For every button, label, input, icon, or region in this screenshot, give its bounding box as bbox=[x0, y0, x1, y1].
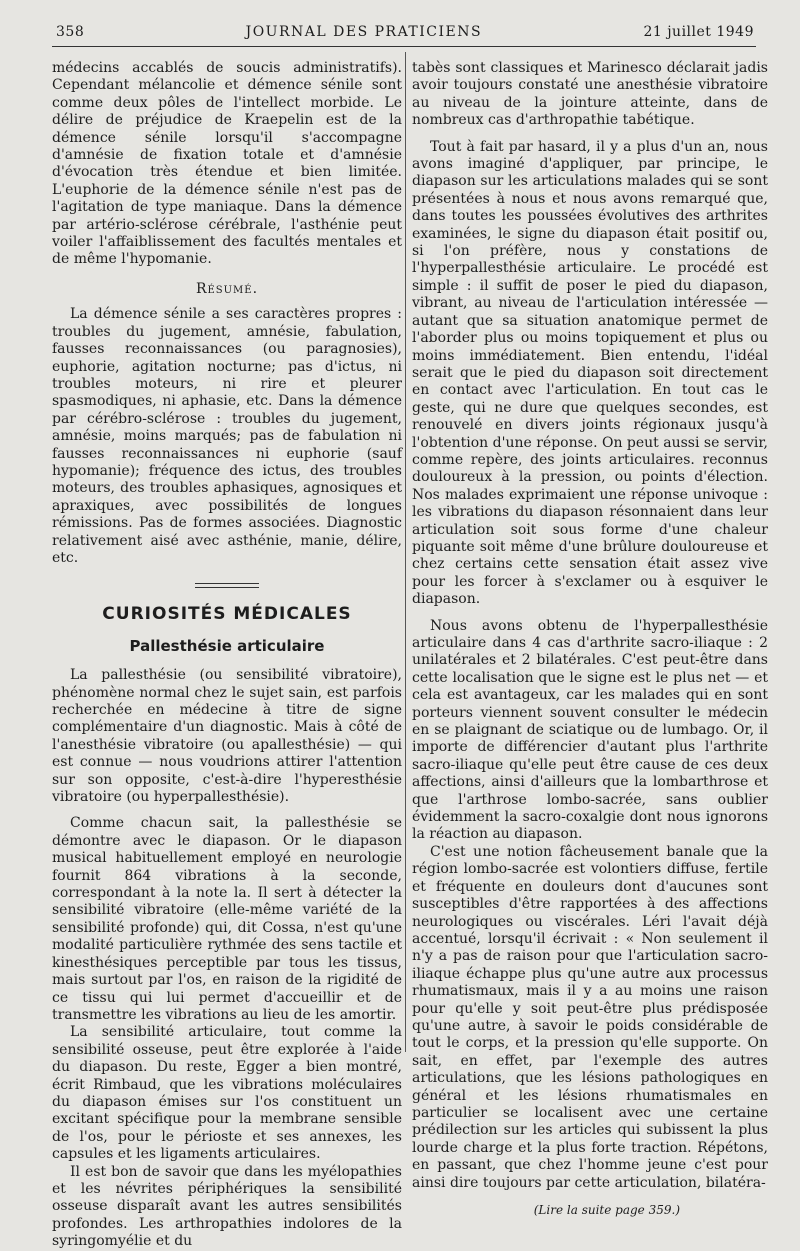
paragraph: Tout à fait par hasard, il y a plus d'un an, nous avons imaginé d'appliquer, par principe, le diapason sur les articulations malades qui se sont présentées à nous et nous avons remarqué que, dans toutes les poussées évolutives des arthrites examinées, le signe du diapason était positif ou, si l'on préfère, nous y constations de l'hyperpallesthésie articulaire. Le procédé est simple : il suffit de poser le pied du diapason, vibrant, au niveau de l'articulation intéressée — autant que sa situation anatomique permet de l'aborder plus ou moins topiquement et plus ou moins immédiatement. Bien entendu, l'idéal serait que le pied du diapason soit directement en contact avec l'articulation. En tout cas le geste, qui ne dure que quelques secondes, est renouvelé en divers joints régionaux jusqu'à l'obtention d'une réponse. On peut aussi se servir, comme repère, des joints articulaires. reconnus douloureux à la pression, ou points d'élection. Nos malades exprimaient une réponse univoque : les vibrations du diapason résonnaient dans leur articulation soit sous forme d'une chaleur piquante soit même d'une brûlure douloureuse et chez certains cette sensation était assez vive pour les forcer à s'exclamer ou à esquiver le diapason. bbox=[412, 138, 768, 608]
page-header bbox=[56, 24, 754, 46]
right-column bbox=[412, 60, 768, 1217]
section-title: CURIOSITÉS MÉDICALES bbox=[102, 604, 352, 625]
paragraph: Il est bon de savoir que dans les myélopathies et les névrites périphériques la sensibilité osseuse disparaît avant les autres sensibilités profondes. Les arthropathies indolores de la syringomyélie et du bbox=[52, 1163, 402, 1250]
section-divider bbox=[195, 583, 259, 588]
journal-title: JOURNAL DES PRATICIENS bbox=[245, 24, 483, 40]
header-rule bbox=[52, 46, 756, 47]
paragraph: Nous avons obtenu de l'hyperpallesthésie articulaire dans 4 cas d'arthrite sacro-iliaque : 2 unilatérales et 2 bilatérales. C'est peut-être dans cette localisation que le signe est le plus net — et cela est avantageux, car les malades qui en sont porteurs viennent souvent consulter le médecin en se plaignant de sciatique ou de lumbago. Or, il importe de différencier d'autant plus l'arthrite sacro-iliaque qu'elle peut être cause de ces deux affections, ainsi d'ailleurs que la lombarthrose et que l'arthrose lombo-sacrée, sans oublier évidemment la sacro-coxalgie dont nous ignorons la réaction au diapason. bbox=[412, 617, 768, 843]
continuation-note: (Lire la suite page 359.) bbox=[533, 1203, 680, 1217]
paragraph: C'est une notion fâcheusement banale que la région lombo-sacrée est volontiers diffuse, fertile et fréquente en douleurs dont d'aucunes sont susceptibles d'être rapportées à des affections neurologiques ou viscérales. Léri l'avait déjà accentué, lorsqu'il écrivait : « Non seulement il n'y a pas de raison pour que l'articulation sacro-iliaque échappe plus qu'une autre aux processus rhumatismaux, mais il y a au moins une raison pour qu'elle y soit peut-être plus prédisposée qu'une autre, à savoir le poids considérable de tout le corps, et la pression qu'elle supporte. On sait, en effet, par l'exemple des autres articulations, que les lésions pathologiques en général et les lésions rhumatismales en particulier se localisent avec une certaine prédilection sur les articles qui subissent la plus lourde charge et la plus forte traction. Répétons, en passant, que chez l'homme jeune c'est pour ainsi dire toujours par cette articulation, bilatéra- bbox=[412, 843, 768, 1191]
paragraph: médecins accablés de soucis administratifs). Cependant mélancolie et démence sénile sont comme deux pôles de l'intellect morbide. Le délire de préjudice de Kraepelin est de la démence sénile lorsqu'il s'accompagne d'amnésie de fixation totale et d'amnésie d'évocation très étendue et bien limitée. L'euphorie de la démence sénile n'est pas de l'agitation de type maniaque. Dans la démence par artério-sclérose cérébrale, l'asthénie peut voiler l'affaiblissement des facultés mentales et de même l'hypomanie. bbox=[52, 60, 402, 268]
paragraph: La pallesthésie (ou sensibilité vibratoire), phénomène normal chez le sujet sain, est parfois recherchée en médecine à titre de signe complémentaire d'un diagnostic. Mais à côté de l'anesthésie vibratoire (ou apallesthésie) — qui est connue — nous voudrions attirer l'attention sur son opposite, c'est-à-dire l'hyperesthésie vibratoire (ou hyperpallesthésie). bbox=[52, 667, 402, 806]
paragraph: tabès sont classiques et Marinesco déclarait jadis avoir toujours constaté une anesthésie vibratoire au niveau de la jointure atteinte, dans de nombreux cas d'arthropathie tabétique. bbox=[412, 60, 768, 129]
page-number: 358 bbox=[56, 24, 85, 40]
left-column bbox=[52, 60, 402, 1250]
resume-paragraph: La démence sénile a ses caractères propres : troubles du jugement, amnésie, fabulation, fausses reconnaissances (ou paragnosies), euphorie, agitation nocturne; pas d'ictus, ni troubles moteurs, ni rire et pleurer spasmodiques, ni aphasie, etc. Dans la démence par cérébro-sclérose : troubles du jugement, amnésie, moins marqués; pas de fabulation ni fausses reconnaissances ni euphorie (sauf hypomanie); fréquence des ictus, des troubles moteurs, des troubles aphasiques, agnosiques et apraxiques, avec possibilités de longues rémissions. Pas de formes associées. Diagnostic relativement aisé avec asthénie, manie, délire, etc. bbox=[52, 306, 402, 566]
issue-date: 21 juillet 1949 bbox=[643, 24, 754, 40]
paragraph: La sensibilité articulaire, tout comme la sensibilité osseuse, peut être explorée à l'aide du diapason. Du reste, Egger a bien montré, écrit Rimbaud, que les vibrations moléculaires du diapason émises sur l'os constituent un excitant spécifique pour la membrane sensible de l'os, pour le périoste et ses annexes, les capsules et les ligaments articulaires. bbox=[52, 1024, 402, 1163]
article-title: Pallesthésie articulaire bbox=[129, 636, 325, 655]
resume-heading: Résumé. bbox=[195, 280, 259, 297]
paragraph: Comme chacun sait, la pallesthésie se démontre avec le diapason. Or le diapason musical habituellement employé en neurologie fournit 864 vibrations à la seconde, correspondant à la note la. Il sert à détecter la sensibilité vibratoire (elle-même variété de la sensibilité profonde) qui, dit Cossa, n'est qu'une modalité particulière rythmée des sens tactile et kinesthésiques perceptible par tous les tissus, mais surtout par l'os, en raison de la rigidité de ce tissu qui lui permet d'accueillir et de transmettre les vibrations au lieu de les amortir. bbox=[52, 815, 402, 1023]
column-divider bbox=[405, 52, 406, 1052]
